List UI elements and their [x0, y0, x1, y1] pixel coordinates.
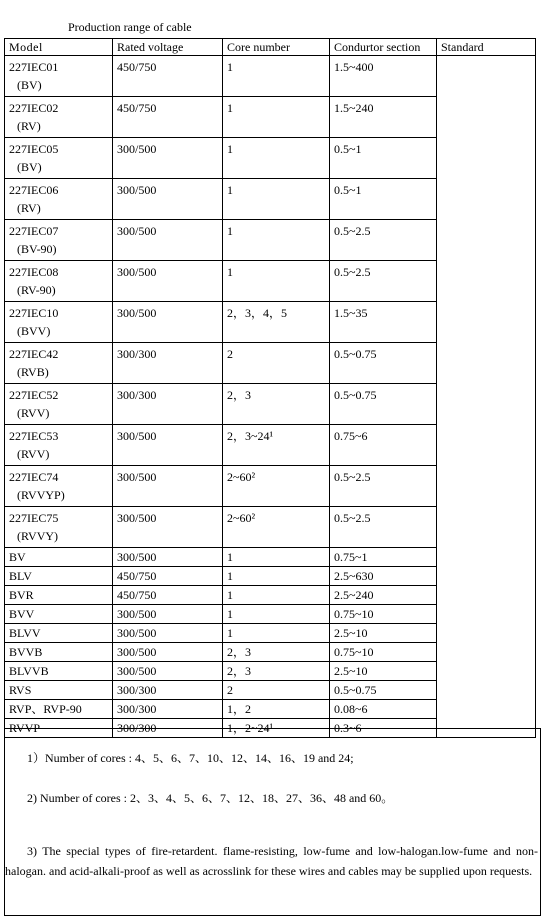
cell-rated-voltage: 450/750 [113, 586, 223, 605]
cell-conductor-section: 1.5~400 [330, 56, 437, 97]
cell-conductor-section: 0.75~6 [330, 425, 437, 466]
model-code: 227IEC74 [9, 470, 59, 484]
cell-conductor-section: 0.75~1 [330, 548, 437, 567]
notes-box [4, 728, 541, 916]
model-code: BVV [9, 607, 35, 621]
cell-rated-voltage: 300/500 [113, 662, 223, 681]
cell-conductor-section: 0.75~10 [330, 643, 437, 662]
cell-rated-voltage: 300/500 [113, 605, 223, 624]
cell-model [5, 343, 113, 384]
cell-model [5, 138, 113, 179]
cell-conductor-section: 1.5~240 [330, 97, 437, 138]
cell-core-number: 1 [223, 624, 330, 643]
model-subcode: (RVV) [17, 447, 50, 461]
cell-rated-voltage: 300/500 [113, 466, 223, 507]
cell-core-number: 1 [223, 56, 330, 97]
cell-model [5, 97, 113, 138]
table-body [5, 56, 536, 738]
cell-conductor-section: 0.5~2.5 [330, 507, 437, 548]
table-header-row [5, 39, 536, 56]
cable-production-table [4, 38, 536, 738]
cell-conductor-section: 0.75~10 [330, 605, 437, 624]
header-conductor-section: Condurtor section [330, 39, 437, 56]
note-2: 2) Number of cores : 2、3、4、5、6、7、12、18、27、36、48 and 60。 [27, 791, 394, 805]
model-code: 227IEC42 [9, 347, 59, 361]
cell-rated-voltage: 300/500 [113, 302, 223, 343]
model-subcode: (BV-90) [17, 242, 57, 256]
cell-conductor-section: 0.5~2.5 [330, 220, 437, 261]
model-code: 227IEC53 [9, 429, 59, 443]
cell-conductor-section: 0.5~1 [330, 138, 437, 179]
cell-core-number: 1 [223, 97, 330, 138]
model-subcode: (RV) [17, 201, 41, 215]
cell-core-number: 2，3 [223, 643, 330, 662]
model-code: 227IEC06 [9, 183, 59, 197]
cell-conductor-section: 0.5~0.75 [330, 681, 437, 700]
cell-model [5, 700, 113, 719]
cell-core-number: 2，3，4，5 [223, 302, 330, 343]
cell-model [5, 56, 113, 97]
cell-core-number: 1 [223, 138, 330, 179]
cell-model [5, 624, 113, 643]
model-code: 227IEC52 [9, 388, 59, 402]
model-code: BLVVB [9, 664, 49, 678]
model-code: RVS [9, 683, 32, 697]
cell-rated-voltage: 300/500 [113, 179, 223, 220]
cell-conductor-section: 2.5~630 [330, 567, 437, 586]
cell-core-number: 1 [223, 261, 330, 302]
cell-core-number: 1 [223, 548, 330, 567]
cell-conductor-section: 0.08~6 [330, 700, 437, 719]
cell-rated-voltage: 300/500 [113, 220, 223, 261]
model-subcode: (RV-90) [17, 283, 56, 297]
cell-model [5, 548, 113, 567]
cell-conductor-section: 0.3~6 [330, 719, 437, 738]
cell-model [5, 425, 113, 466]
cell-conductor-section: 2.5~10 [330, 662, 437, 681]
cell-conductor-section: 1.5~35 [330, 302, 437, 343]
cell-conductor-section: 2.5~240 [330, 586, 437, 605]
cell-model [5, 302, 113, 343]
model-code: BVR [9, 588, 34, 602]
cell-model [5, 507, 113, 548]
cell-model [5, 605, 113, 624]
model-code: RVP、RVP-90 [9, 702, 82, 716]
cell-model [5, 261, 113, 302]
header-standard: Standard [437, 39, 536, 56]
model-code: BLV [9, 569, 32, 583]
model-subcode: (RVVYP) [17, 488, 65, 502]
model-subcode: (RVVY) [17, 529, 59, 543]
cell-rated-voltage: 300/500 [113, 624, 223, 643]
cell-rated-voltage: 300/500 [113, 261, 223, 302]
cell-model [5, 179, 113, 220]
model-code: 227IEC01 [9, 60, 59, 74]
cell-conductor-section: 0.5~2.5 [330, 261, 437, 302]
cell-rated-voltage: 300/300 [113, 719, 223, 738]
cell-rated-voltage: 300/300 [113, 384, 223, 425]
cell-core-number: 2~60² [223, 507, 330, 548]
cell-conductor-section: 0.5~0.75 [330, 384, 437, 425]
cell-rated-voltage: 300/300 [113, 700, 223, 719]
model-code: BLVV [9, 626, 41, 640]
model-subcode: (RV) [17, 119, 41, 133]
model-code: 227IEC10 [9, 306, 59, 320]
model-code: BVVB [9, 645, 43, 659]
cell-rated-voltage: 300/500 [113, 138, 223, 179]
note-3: 3) The special types of fire-retardent. flame-resisting, low-fume and low-halogan.low-fume and non-halogan. and acid-alkali-proof as well as acrosslink for these wires and cables may be supplied upon requests. [5, 844, 538, 878]
header-model: Model [5, 39, 113, 56]
cell-core-number: 1，2 [223, 700, 330, 719]
cell-model [5, 220, 113, 261]
cell-model [5, 384, 113, 425]
cell-model [5, 662, 113, 681]
page-title: Production range of cable [68, 20, 192, 34]
cell-core-number: 1 [223, 179, 330, 220]
cell-rated-voltage: 450/750 [113, 567, 223, 586]
cell-model [5, 567, 113, 586]
model-code: 227IEC05 [9, 142, 59, 156]
cell-rated-voltage: 300/500 [113, 425, 223, 466]
cell-rated-voltage: 450/750 [113, 97, 223, 138]
cell-core-number: 2 [223, 681, 330, 700]
header-core-number: Core number [223, 39, 330, 56]
cell-core-number: 1 [223, 567, 330, 586]
model-subcode: (BV) [17, 160, 42, 174]
cell-model [5, 643, 113, 662]
note-1: 1）Number of cores : 4、5、6、7、10、12、14、16、19 and 24; [27, 751, 354, 765]
cell-rated-voltage: 300/500 [113, 548, 223, 567]
cell-core-number: 1，2~24¹ [223, 719, 330, 738]
model-code: BV [9, 550, 26, 564]
model-code: RVVP [9, 721, 41, 735]
cell-core-number: 2，3~24¹ [223, 425, 330, 466]
cell-conductor-section: 2.5~10 [330, 624, 437, 643]
cell-rated-voltage: 300/500 [113, 643, 223, 662]
cell-core-number: 2~60² [223, 466, 330, 507]
model-code: 227IEC08 [9, 265, 59, 279]
cell-conductor-section: 0.5~0.75 [330, 343, 437, 384]
model-subcode: (RVB) [17, 365, 49, 379]
model-subcode: (RVV) [17, 406, 50, 420]
cell-core-number: 2，3 [223, 662, 330, 681]
table-row [5, 56, 536, 97]
model-code: 227IEC02 [9, 101, 59, 115]
cell-rated-voltage: 300/500 [113, 507, 223, 548]
cell-core-number: 1 [223, 605, 330, 624]
cell-rated-voltage: 300/300 [113, 343, 223, 384]
cell-model [5, 586, 113, 605]
cell-model [5, 681, 113, 700]
model-subcode: (BVV) [17, 324, 51, 338]
cell-conductor-section: 0.5~2.5 [330, 466, 437, 507]
model-code: 227IEC07 [9, 224, 59, 238]
cell-core-number: 2，3 [223, 384, 330, 425]
cell-model [5, 466, 113, 507]
cell-rated-voltage: 450/750 [113, 56, 223, 97]
cell-standard [437, 56, 536, 738]
cell-rated-voltage: 300/300 [113, 681, 223, 700]
model-subcode: (BV) [17, 78, 42, 92]
cell-core-number: 1 [223, 220, 330, 261]
cell-core-number: 1 [223, 586, 330, 605]
cell-core-number: 2 [223, 343, 330, 384]
cell-conductor-section: 0.5~1 [330, 179, 437, 220]
model-code: 227IEC75 [9, 511, 59, 525]
header-rated-voltage: Rated voltage [113, 39, 223, 56]
